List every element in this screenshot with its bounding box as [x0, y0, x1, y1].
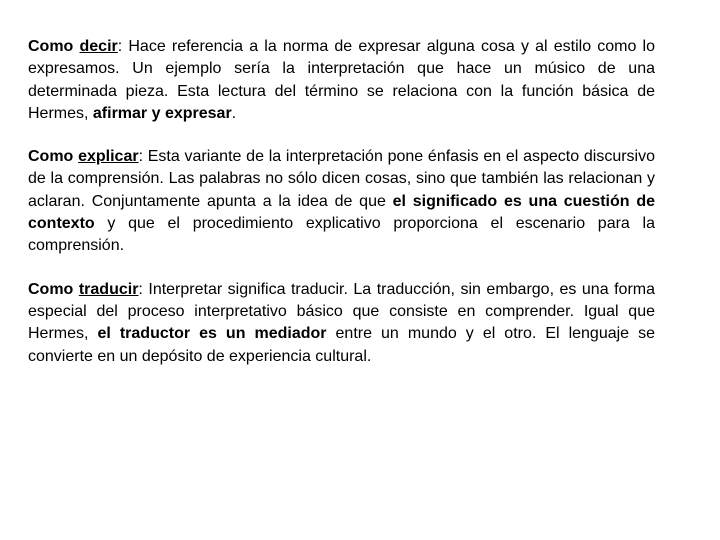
paragraph-text: entre un mundo y el otro. El lenguaje se convierte en un depósito de experiencia cultural. [28, 325, 655, 365]
text-body [28, 36, 655, 368]
term-explicar: Como explicar [28, 148, 139, 166]
emphasis-text: el traductor es un mediador [97, 325, 327, 343]
term-keyword-decir: decir [79, 38, 118, 55]
paragraph-text: : Esta variante de la interpretación pone énfasis en el aspecto discursivo de la comprensión. Las palabras no sólo dicen cosas, sino que también las relacionan y aclaran. Conjuntamente apunta a la idea de que [28, 148, 656, 210]
term-decir: Como decir [28, 38, 118, 55]
paragraph-traducir [28, 279, 655, 368]
term-keyword-traducir: traducir [78, 280, 139, 298]
emphasis-text: el significado es una cuestión de contexto [28, 192, 655, 233]
paragraph-explicar [28, 146, 655, 257]
paragraph-text: : Hace referencia a la norma de expresar alguna cosa y al estilo como lo expresamos. Un ejemplo sería la interpretación que hace un músico de una determinada pieza. Esta lectura del término se relaciona con la función básica de Hermes, [28, 38, 655, 122]
paragraph-text: : Interpretar significa traducir. La traducción, sin embargo, es una forma especial del proceso interpretativo básico que consiste en comprender. Igual que Hermes, [28, 280, 656, 343]
term-traducir: Como traducir [28, 280, 139, 298]
paragraph-decir [28, 36, 655, 125]
emphasis-text: afirmar y expresar [92, 104, 232, 122]
paragraph-text: . [231, 104, 237, 122]
term-keyword-explicar: explicar [78, 148, 139, 166]
paragraph-text: y que el procedimiento explicativo proporciona el escenario para la comprensión. [28, 215, 655, 255]
